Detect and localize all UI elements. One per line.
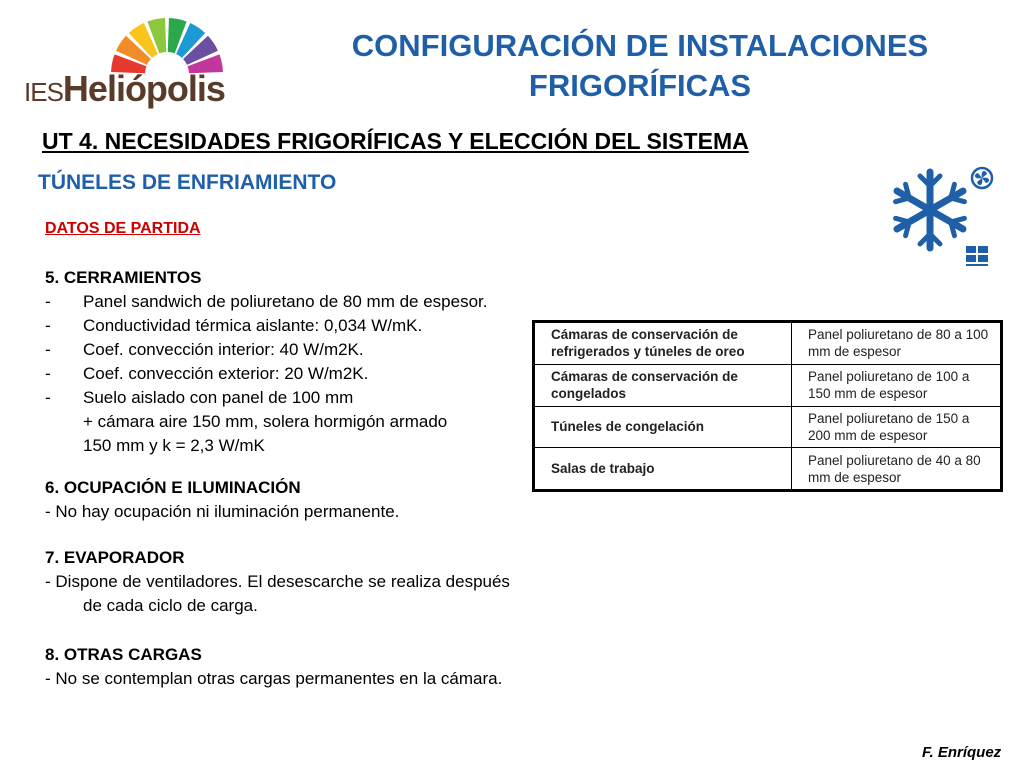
- block-line: de cada ciclo de carga.: [83, 596, 258, 615]
- table-row: [535, 364, 1001, 406]
- logo-wordmark: [24, 68, 225, 110]
- block-otras-cargas: [45, 643, 502, 691]
- block-evaporador: [45, 546, 510, 618]
- table-cell: Panel poliuretano de 40 a 80 mm de espesor: [792, 448, 1001, 490]
- list-continuation: 150 mm y k = 2,3 W/mK: [83, 436, 265, 455]
- logo-prefix: IES: [24, 77, 63, 107]
- logo-name: Heliópolis: [62, 68, 225, 109]
- block-heading: 8. OTRAS CARGAS: [45, 645, 202, 664]
- unit-subtitle: UT 4. NECESIDADES FRIGORÍFICAS Y ELECCIÓN DEL SISTEMA: [42, 128, 749, 154]
- list-continuation: + cámara aire 150 mm, solera hormigón armado: [83, 412, 448, 431]
- table-cell: Túneles de congelación: [535, 406, 792, 448]
- list-item: - Suelo aislado con panel de 100 mm: [45, 388, 354, 407]
- block-line: - No hay ocupación ni iluminación permanente.: [45, 502, 400, 521]
- block-line: - No se contemplan otras cargas permanentes en la cámara.: [45, 669, 503, 688]
- table-cell: Cámaras de conservación de refrigerados y túneles de oreo: [535, 323, 792, 365]
- block-line: - Dispone de ventiladores. El desescarche se realiza después: [45, 572, 510, 591]
- datos-label: DATOS DE PARTIDA: [45, 220, 201, 237]
- list-item: - Coef. convección exterior: 20 W/m2K.: [45, 364, 369, 383]
- block-heading: 7. EVAPORADOR: [45, 548, 185, 567]
- list-item: - Coef. convección interior: 40 W/m2K.: [45, 340, 364, 359]
- list-item: - Conductividad térmica aislante: 0,034 W/mK.: [45, 316, 423, 335]
- table-cell: Panel poliuretano de 80 a 100 mm de espesor: [792, 323, 1001, 365]
- author-credit: F. Enríquez: [922, 744, 1002, 761]
- page-title: [290, 26, 990, 106]
- section-heading: TÚNELES DE ENFRIAMIENTO: [38, 171, 337, 194]
- block-heading: 6. OCUPACIÓN E ILUMINACIÓN: [45, 478, 301, 497]
- table-cell: Panel poliuretano de 100 a 150 mm de espesor: [792, 364, 1001, 406]
- panel-thickness-table: [532, 320, 1003, 492]
- table-cell: Cámaras de conservación de congelados: [535, 364, 792, 406]
- table-row: [535, 323, 1001, 365]
- table-cell: Panel poliuretano de 150 a 200 mm de espesor: [792, 406, 1001, 448]
- snowflake-fan-icon: [878, 166, 998, 270]
- block-ocupacion: [45, 476, 399, 524]
- table-row: [535, 406, 1001, 448]
- title-line-1: CONFIGURACIÓN DE INSTALACIONES: [351, 28, 929, 63]
- title-line-2: FRIGORÍFICAS: [528, 68, 752, 103]
- table-cell: Salas de trabajo: [535, 448, 792, 490]
- block-heading: 5. CERRAMIENTOS: [45, 268, 202, 287]
- list-item: - Panel sandwich de poliuretano de 80 mm de espesor.: [45, 292, 488, 311]
- table-row: [535, 448, 1001, 490]
- block-cerramientos: [45, 266, 487, 458]
